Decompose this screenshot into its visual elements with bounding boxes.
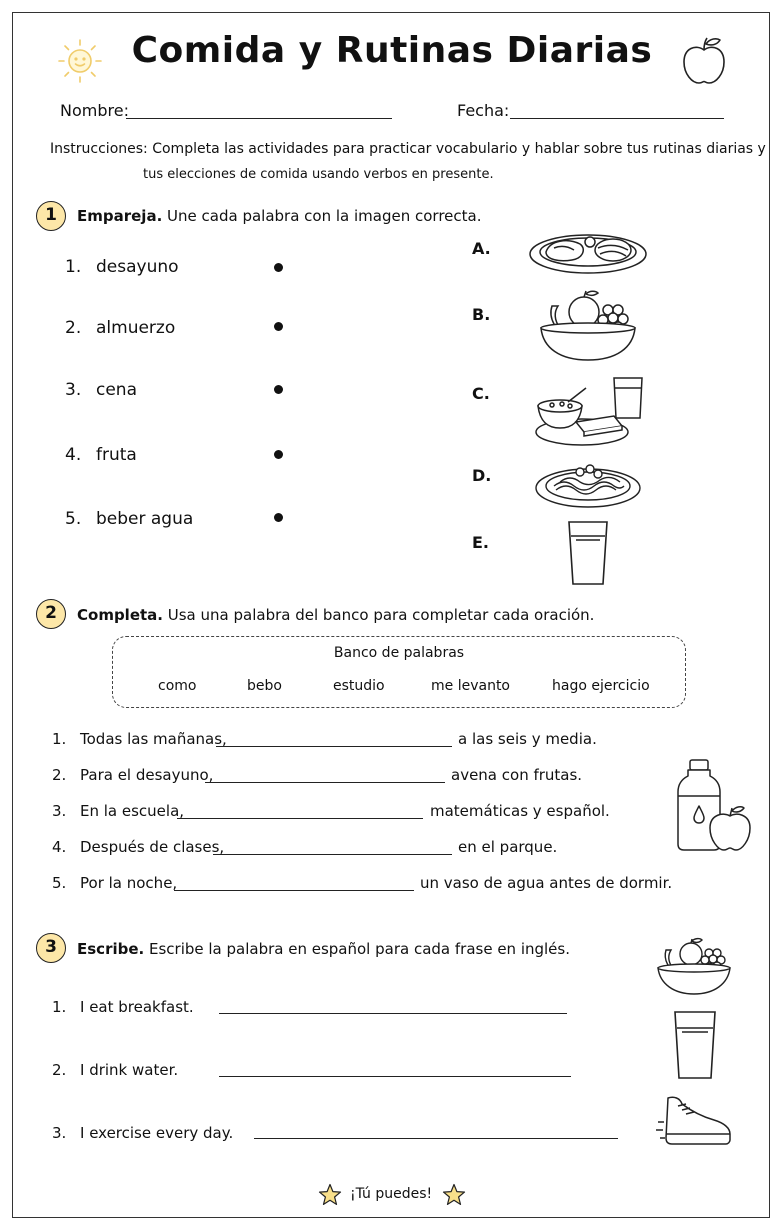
match-item-number: 2. xyxy=(65,318,82,338)
sentence-after: a las seis y media. xyxy=(458,730,597,748)
sentence-after: en el parque. xyxy=(458,838,558,856)
match-dot[interactable] xyxy=(274,450,283,459)
section-1-heading xyxy=(77,207,481,225)
section-1-number: 1 xyxy=(36,201,66,231)
sentence-before: Para el desayuno, xyxy=(80,766,214,784)
footer-encouragement: ¡Tú puedes! xyxy=(350,1186,433,1202)
sentence-after: avena con frutas. xyxy=(451,766,583,784)
match-item-word: desayuno xyxy=(96,257,179,277)
match-dot[interactable] xyxy=(274,385,283,394)
match-item-number: 3. xyxy=(65,380,82,400)
match-dot[interactable] xyxy=(274,263,283,272)
section-3-heading-bold: Escribe. xyxy=(77,940,145,958)
phrase-english: I drink water. xyxy=(80,1061,179,1079)
glass-of-water-icon[interactable] xyxy=(566,518,610,590)
sentence-number: 1. xyxy=(52,730,67,748)
sentence-before: En la escuela, xyxy=(80,802,185,820)
date-input-line[interactable] xyxy=(510,118,724,119)
sentence-after: un vaso de agua antes de dormir. xyxy=(420,874,673,892)
section-3-heading-text: Escribe la palabra en español para cada frase en inglés. xyxy=(144,940,570,958)
sentence-before: Por la noche, xyxy=(80,874,178,892)
sneaker-icon xyxy=(656,1092,734,1148)
name-input-line[interactable] xyxy=(126,118,392,119)
word-bank-word: estudio xyxy=(333,678,385,694)
word-bank-word: como xyxy=(158,678,197,694)
glass-of-water-icon xyxy=(672,1008,718,1082)
word-bank-word: bebo xyxy=(247,678,282,694)
sentence-blank[interactable] xyxy=(205,782,445,783)
sentence-blank[interactable] xyxy=(177,818,423,819)
match-item-word: cena xyxy=(96,380,137,400)
star-icon xyxy=(318,1183,342,1206)
match-item-number: 1. xyxy=(65,257,82,277)
match-item-number: 4. xyxy=(65,445,82,465)
instructions-line-1: Instrucciones: Completa las actividades para practicar vocabulario y hablar sobre tus rutinas diarias y xyxy=(50,141,766,157)
spaghetti-plate-icon[interactable] xyxy=(534,458,642,510)
sentence-blank[interactable] xyxy=(174,890,414,891)
date-label: Fecha: xyxy=(457,101,510,120)
sentence-after: matemáticas y español. xyxy=(430,802,610,820)
word-bank-title: Banco de palabras xyxy=(333,645,465,661)
answer-line[interactable] xyxy=(219,1013,567,1014)
phrase-number: 3. xyxy=(52,1124,67,1142)
match-item-word: almuerzo xyxy=(96,318,176,338)
answer-line[interactable] xyxy=(254,1138,618,1139)
instructions-line-2: tus elecciones de comida usando verbos en presente. xyxy=(143,167,494,182)
star-icon xyxy=(442,1183,466,1206)
fruit-bowl-icon[interactable] xyxy=(538,288,638,364)
section-3-heading xyxy=(77,940,570,958)
sentence-number: 3. xyxy=(52,802,67,820)
phrase-english: I eat breakfast. xyxy=(80,998,194,1016)
match-item-word: fruta xyxy=(96,445,137,465)
sentence-number: 4. xyxy=(52,838,67,856)
phrase-number: 1. xyxy=(52,998,67,1016)
match-letter: E. xyxy=(472,533,490,552)
word-bank-word: me levanto xyxy=(431,678,510,694)
section-2-heading-bold: Completa. xyxy=(77,606,163,624)
sentence-blank[interactable] xyxy=(213,854,452,855)
sentence-before: Todas las mañanas, xyxy=(80,730,227,748)
section-2-number: 2 xyxy=(36,599,66,629)
plate-of-food-icon[interactable] xyxy=(528,230,648,276)
match-letter: C. xyxy=(472,384,490,403)
match-letter: A. xyxy=(472,239,491,258)
section-2-heading-text: Usa una palabra del banco para completar cada oración. xyxy=(163,606,595,624)
sentence-before: Después de clases, xyxy=(80,838,225,856)
section-3-number: 3 xyxy=(36,933,66,963)
phrase-number: 2. xyxy=(52,1061,67,1079)
water-bottle-apple-icon xyxy=(674,758,754,854)
match-item-word: beber agua xyxy=(96,509,194,529)
match-item-number: 5. xyxy=(65,509,82,529)
phrase-english: I exercise every day. xyxy=(80,1124,234,1142)
sentence-blank[interactable] xyxy=(216,746,452,747)
section-2-heading xyxy=(77,606,594,624)
section-1-heading-text: Une cada palabra con la imagen correcta. xyxy=(162,207,482,225)
section-1-heading-bold: Empareja. xyxy=(77,207,163,225)
name-label: Nombre: xyxy=(60,101,129,120)
match-dot[interactable] xyxy=(274,513,283,522)
answer-line[interactable] xyxy=(219,1076,571,1077)
word-bank-word: hago ejercicio xyxy=(552,678,650,694)
match-letter: D. xyxy=(472,466,492,485)
apple-icon xyxy=(680,34,728,86)
match-dot[interactable] xyxy=(274,322,283,331)
sentence-number: 5. xyxy=(52,874,67,892)
fruit-bowl-icon xyxy=(656,936,732,998)
sentence-number: 2. xyxy=(52,766,67,784)
breakfast-cereal-toast-milk-icon[interactable] xyxy=(534,370,646,448)
page-title: Comida y Rutinas Diarias xyxy=(131,30,653,71)
match-letter: B. xyxy=(472,305,491,324)
